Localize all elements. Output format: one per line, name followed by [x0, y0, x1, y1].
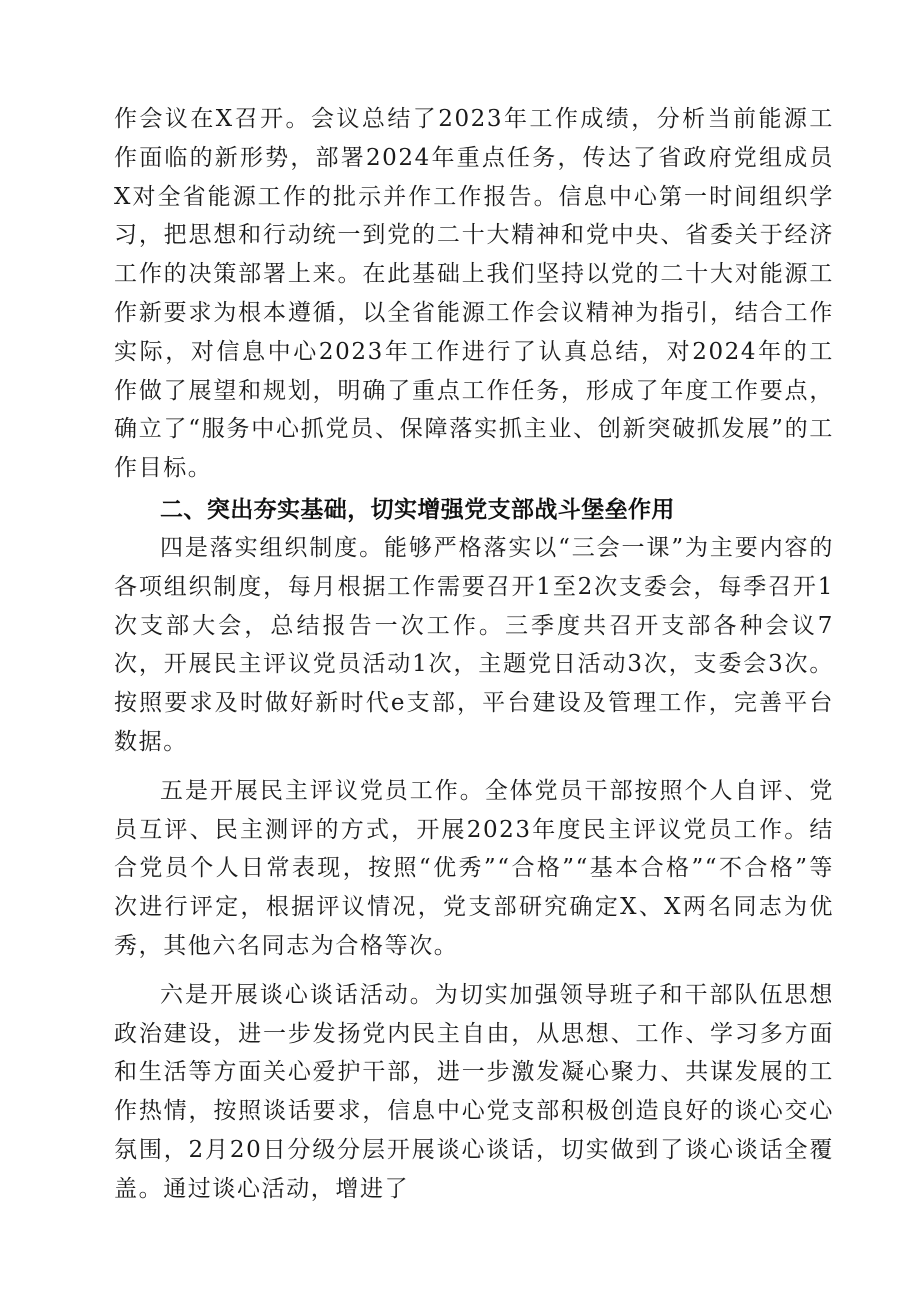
paragraph-spacer	[114, 762, 834, 772]
paragraph-work-conference: 作会议在X召开。会议总结了2023年工作成绩，分析当前能源工作面临的新形势，部署2024年重点任务，传达了省政府党组成员X对全省能源工作的批示并作工作报告。信息中心第一时间组织学习，把思想和行动统一到党的二十大精神和党中央、省委关于经济工作的决策部署上来。在此基础上我们坚持以党的二十大对能源工作新要求为根本遵循，以全省能源工作会议精神为指引，结合工作实际，对信息中心2023年工作进行了认真总结，对2024年的工作做了展望和规划，明确了重点工作任务，形成了年度工作要点，确立了“服务中心抓党员、保障落实抓主业、创新突破抓发展”的工作目标。	[114, 106, 834, 482]
paragraph-heart-to-heart-talks: 六是开展谈心谈话活动。为切实加强领导班子和干部队伍思想政治建设，进一步发扬党内民主自由，从思想、工作、学习多方面和生活等方面关心爱护干部，进一步激发凝心聚力、共谋发展的工作热情，按照谈话要求，信息中心党支部积极创造良好的谈心交心氛围，2月20日分级分层开展谈心谈话，切实做到了谈心谈话全覆盖。通过谈心活动，增进了	[114, 981, 834, 1202]
paragraph-member-evaluation: 五是开展民主评议党员工作。全体党员干部按照个人自评、党员互评、民主测评的方式，开展2023年度民主评议党员工作。结合党员个人日常表现，按照“优秀”“合格”“基本合格”“不合格”等次进行评定，根据评议情况，党支部研究确定X、X两名同志为优秀，其他六名同志为合格等次。	[114, 777, 834, 959]
paragraph-organization-system: 四是落实组织制度。能够严格落实以“三会一课”为主要内容的各项组织制度，每月根据工作需要召开1至2次支委会，每季召开1次支部大会，总结报告一次工作。三季度共召开支部各种会议7次，开展民主评议党员活动1次，主题党日活动3次，支委会3次。按照要求及时做好新时代e支部，平台建设及管理工作，完善平台数据。	[114, 534, 834, 755]
section-heading-2: 二、突出夯实基础，切实增强党支部战斗堡垒作用	[160, 496, 675, 523]
paragraph-spacer	[114, 966, 834, 976]
document-body	[114, 100, 834, 1209]
